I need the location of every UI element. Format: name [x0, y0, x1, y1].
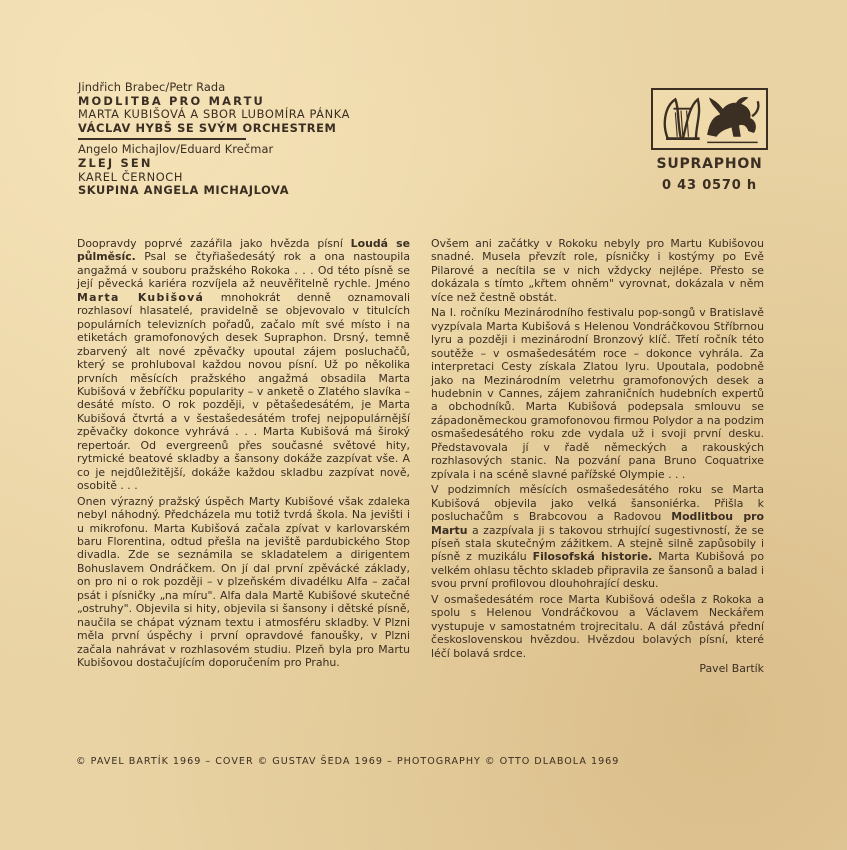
label-name: SUPRAPHON [656, 156, 763, 172]
side-b-performer-2: SKUPINA ANGELA MICHAJLOVA [78, 183, 290, 198]
text-run: Doopravdy poprvé zazářila jako hvězda písní [77, 237, 351, 250]
side-b-title: ZLEJ SEN [78, 155, 153, 170]
song-title-highlight: Modlitbou pro Martu [431, 510, 765, 537]
side-b-credits [78, 143, 458, 197]
artist-name-highlight: Marta Kubišová [77, 290, 205, 304]
side-b-performer-1: KAREL ČERNOCH [78, 169, 184, 184]
track-credits [78, 81, 458, 198]
supraphon-lion-lyre-icon [651, 88, 768, 150]
liner-notes-left-column [77, 237, 410, 670]
catalog-number: 0 43 0570 h [662, 178, 757, 193]
liner-paragraph: Onen výrazný pražský úspěch Marty Kubišové však zdaleka nebyl náhodný. Předcházela mu totiž tvrdá škola. Na jevišti i u mikrofonu. Marta Kubišová začala zpívat v karlovarském baru Florentina, odtud přešla na jeviště pardubického Stop divadla. Zde se seznámila se skladatelem a dirigentem Bohuslavem Ondráčkem. On jí dal první zpěvácké základy, on pro ni o rok později – v plzeňském divadélku Alfa – začal psát i písničky „na míru". Alfa dala Martě Kubišové skutečné „ostruhy". Objevila si hity, objevila si šansony i dětské písně, naučila se chápat význam textu i atmosféru skladby. V Plzni měla první úspěchy i první opravdové fanoušky, v Plzni začala nahrávat v rozhlasovém studiu. Plzeň byla pro Martu Kubišovou dostačujícím doporučením pro Prahu. [77, 494, 410, 670]
side-a-performer-1: MARTA KUBIŠOVÁ A SBOR LUBOMÍRA PÁNKA [78, 107, 350, 122]
musical-title-highlight: Filosofská historie. [532, 550, 653, 564]
liner-notes-right-column [431, 237, 764, 676]
liner-paragraph [77, 237, 410, 493]
side-a-title: MODLITBA PRO MARTU [78, 93, 265, 108]
text-run: Psal se čtyřiašedesátý rok a ona nastoupila angažmá v souboru pražského Rokoka . . . Od této písně se její pěvecká kariéra rozvíjela až neuvěřitelně rychle. Jméno [77, 250, 410, 291]
liner-paragraph [431, 483, 764, 591]
text-run: V podzimních měsících osmašedesátého roku se Marta Kubišová objevila jako velká šansoniérka. Přišla k posluchačům s Brabcovou a Radovou [431, 483, 764, 524]
liner-paragraph: Na I. ročníku Mezinárodního festivalu pop-songů v Bratislavě vyzpívala Marta Kubišová s Helenou Vondráčkovou Stříbrnou lyru a později i mezinárodní Bronzový klíč. Třetí ročník této soutěže – v osmašedesátém roce – dokonce vyhrála. Za interpretaci Cesty získala Zlatou lyru. Upoutala, podobně jako na Mezinárodním veletrhu gramofonových desek a hudebnin v Cannes, zájem zahraničních hudebních expertů a obchodníků. Marta Kubišová podepsala smlouvu se západoněmeckou gramofonovou firmou Polydor a na podzim osmašedesátého roku zde vydala už i svoji první desku. Představovala jí v řadě německých a rakouských rozhlasových stanic. Na pozvání pana Bruno Coquatrixe zpívala i na scéně slavné pařížské Olympie . . . [431, 306, 764, 481]
copyright-footer: © PAVEL BARTÍK 1969 – COVER © GUSTAV ŠEDA 1969 – PHOTOGRAPHY © OTTO DLABOLA 1969 [76, 756, 620, 767]
text-run: mnohokrát denně oznamovali rozhlasoví hlasatelé, pravidelně se objevovalo v titulcích populárních televizních pořadů, začalo mít své místo i na etiketách gramofonových desek Supraphon. Drsný, temně zbarvený alt nové zpěvačky upoutal zájem posluchačů, který se prohluboval každou novou písní. Už po několika prvních měsících pražského angažmá obsadila Marta Kubišová v žebříčku popularity – v anketě o Zlatého slavíka – desáté místo. O rok později, v pětašedesátém, je Marta Kubišová čtvrtá a v šestašedesátém trofej nejpopulárnější zpěvačky dokonce vyhrává . . . Marta Kubišová má široký repertoár. Od evergreenů přes současné světové hity, rytmické beatové skladby a šansony dokáže zazpívat vše. A co je nejdůležitější, dokáže každou skladbu zazpívat nově, osobitě . . . [77, 290, 411, 493]
text-run: Marta Kubišová po velkém ohlasu těchto skladeb připravila ze šansonů a balad i svou první profilovou dlouhohrající desku. [431, 550, 764, 591]
song-title-highlight: Loudá se půlměsíc. [77, 237, 410, 264]
liner-paragraph: V osmašedesátém roce Marta Kubišová odešla z Rokoka a spolu s Helenou Vondráčkovou a Václavem Neckářem vystupuje v samostatném trojrecitalu. A dál zůstává přední československou hvězdou. Hvězdou bolavých písní, které léčí bolavá srdce. [431, 592, 764, 660]
side-a-composer: Jindřich Brabec/Petr Rada [78, 80, 226, 94]
side-b-composer: Angelo Michajlov/Eduard Krečmar [78, 142, 274, 157]
credits-divider [78, 138, 246, 140]
author-signature: Pavel Bartík [699, 662, 764, 676]
text-run: a zazpívala ji s takovou strhující sugestivností, že se píseň stala skutečným zážitkem. A stejně silně zapůsobily i písně z muzikálu [431, 523, 764, 564]
side-a-credits [78, 81, 458, 135]
side-a-performer-2: VÁCLAV HYBŠ SE SVÝM ORCHESTREM [78, 120, 337, 135]
liner-paragraph: Ovšem ani začátky v Rokoku nebyly pro Martu Kubišovou snadné. Musela převzít role, písničky i kostýmy po Evě Pilarové a necítila se v nich vždycky nejlépe. Přesto se dokázala s tímto „křtem ohněm" vyrovnat, dokázala v něm více než čestně obstát. [431, 237, 764, 304]
